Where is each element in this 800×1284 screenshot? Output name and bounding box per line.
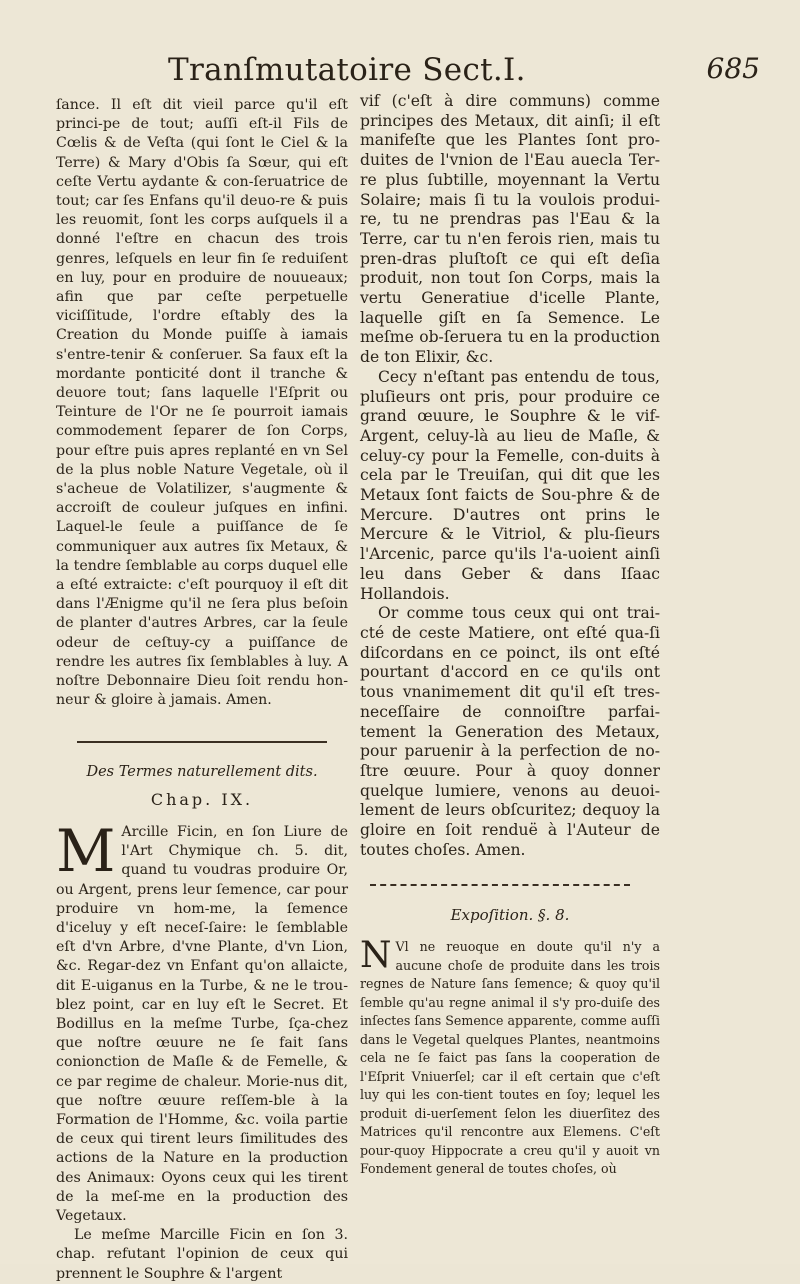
page-number: 685 [706, 52, 760, 85]
section-title: Des Termes naturellement dits. [86, 763, 318, 780]
divider-rule [370, 884, 630, 886]
right-column [360, 92, 660, 1179]
page-header [60, 44, 760, 92]
left-column [56, 96, 348, 1284]
dropcap-paragraph [56, 816, 348, 1226]
drop-cap: N [360, 935, 392, 977]
divider-rule [77, 741, 327, 743]
paragraph: Vl ne reuoque en doute qu'il n'y a aucune choſe de produite dans les trois regnes de Nature ſans ſemence; & quoy qu'il ſemble qu'au regne animal il s'y pro-duiſe des inſectes ſans Semence apparente, comme auſſi dans le Vegetal quelques Plantes, neantmoins cela ne ſe faict pas ſans la cooperation de l'Eſprit Vniuerſel; car il eſt certain que c'eſt luy qui les con-tient toutes en ſoy; lequel les produit di-uerſement ſelon les diuerſitez des Matrices qu'il rencontre aux Elemens. C'eſt pour-quoy Hippocrate a creu qu'il y auoit vn Fondement general de toutes choſes, où [360, 939, 660, 1177]
drop-cap: M [56, 816, 116, 885]
paragraph: vif (c'eſt à dire communs) comme principes des Metaux, dit ainſi; il eſt manifeſte que les Plantes ſont pro-duites de l'vnion de l'Eau auecla Ter-re plus ſubtille, moyennant la Vertu Solaire; mais ſi tu la voulois produi-re, tu ne prendras pas l'Eau & la Terre, car tu n'en ferois rien, mais tu pren-dras pluſtoſt ce qui eſt deſia produit, non tout ſon Corps, mais la vertu Generatiue d'icelle Plante, laquelle giſt en ſa Semence. Le meſme ob-ſeruera tu en la production de ton Elixir, &c. [360, 92, 660, 367]
running-title: Tranſmutatoire Sect.I. [168, 52, 526, 88]
paragraph: ſance. Il eſt dit vieil parce qu'il eſt princi-pe de tout; auſſi eſt-il Fils de Cœlis & de Veſta (qui ſont le Ciel & la Terre) & Mary d'Obis ſa Sœur, qui eſt ceſte Vertu aydante & con-ſeruatrice de tout; car ſes Enfans qu'il deuo-re & puis les reuomit, ſont les corps auſquels il a donné l'eſtre en chacun des trois genres, leſquels en leur fin ſe reduiſent en luy, pour en produire de nouueaux; afin que par ceſte perpetuelle viciſſitude, l'ordre eſtably des la Creation du Monde puiſſe à iamais s'entre-tenir & conſeruer. Sa faux eſt la mordante ponticité dont il tranche & deuore tout; ſans laquelle l'Eſprit ou Teinture de l'Or ne ſe pourroit iamais commodement ſeparer de ſon Corps, pour eſtre puis apres replanté en vn Sel de la plus noble Nature Vegetale, où il s'acheue de Volatilizer, s'augmente & accroiſt de couleur juſques en infini. Laquel-le ſeule a puiſſance de ſe communiquer aux autres ſix Metaux, & la tendre ſemblable au corps duquel elle a eſté extraicte: c'eſt pourquoy il eſt dit dans l'Ænigme qu'il ne ſera plus beſoin de planter d'autres Arbres, car la ſeule odeur de ceſtuy-cy a puiſſance de rendre les autres ſix ſemblables à luy. A noſtre Debonnaire Dieu ſoit rendu hon-neur & gloire à jamais. Amen. [56, 97, 348, 709]
paragraph: Le meſme Marcille Ficin en ſon 3. chap. refutant l'opinion de ceux qui prennent le Souphre & l'argent [56, 1227, 348, 1282]
chapter-heading: Chap. IX. [150, 789, 254, 809]
dropcap-paragraph [360, 935, 660, 1179]
paragraph: Arcille Ficin, en ſon Liure de l'Art Chymique ch. 5. dit, quand tu voudras produire Or, ou Argent, prens leur ſemence, car pour produire vn hom-me, la ſemence d'iceluy y eſt neceſ-ſaire: le ſemblable eſt d'vn Arbre, d'vne Plante, d'vn Lion, &c. Regar-dez vn Enfant qu'on allaicte, dit E-uiganus en la Turbe, & ne le trou-blez point, car en luy eſt le Secret. Et Bodillus en la meſme Turbe, ſça-chez que noſtre œuure ne ſe fait ſans conionction de Maſle & de Femelle, & ce par regime de chaleur. Morie-nus dit, que noſtre œuure reſſem-ble à la Formation de l'Homme, &c. voila partie de ceux qui tirent leurs ſimilitudes des actions de la Nature en la production des Animaux: Oyons ceux qui les tirent de la meſ-me en la production des Vegetaux. [56, 823, 348, 1224]
paragraph: Cecy n'eſtant pas entendu de tous, pluſieurs ont pris, pour produire ce grand œuure, le Souphre & le vif-Argent, celuy-là au lieu de Maſle, & celuy-cy pour la Femelle, con-duits à cela par le Treuiſan, qui dit que les Metaux ſont faicts de Sou-phre & de Mercure. D'autres ont prins le Mercure & le Vitriol, & plu-ſieurs l'Arcenic, parce qu'ils l'a-uoient ainſi leu dans Geber & dans Iſaac Hollandois. [360, 367, 660, 603]
paragraph: Or comme tous ceux qui ont trai-cté de ceste Matiere, ont eſté qua-ſi diſcordans en ce poinct, ils ont eſté pourtant d'accord en ce qu'ils ont tous vnanimement dit qu'il eſt tres-neceſſaire de connoiſtre parfai-tement la Generation des Metaux, pour paruenir à la perfection de no-ſtre œuure. Pour à quoy donner quelque lumiere, venons au deuoi-lement de leurs obſcuritez; dequoy la gloire en ſoit renduë à l'Auteur de toutes choſes. Amen. [360, 604, 660, 859]
exposition-heading: Expoſition. §. 8. [450, 906, 570, 925]
